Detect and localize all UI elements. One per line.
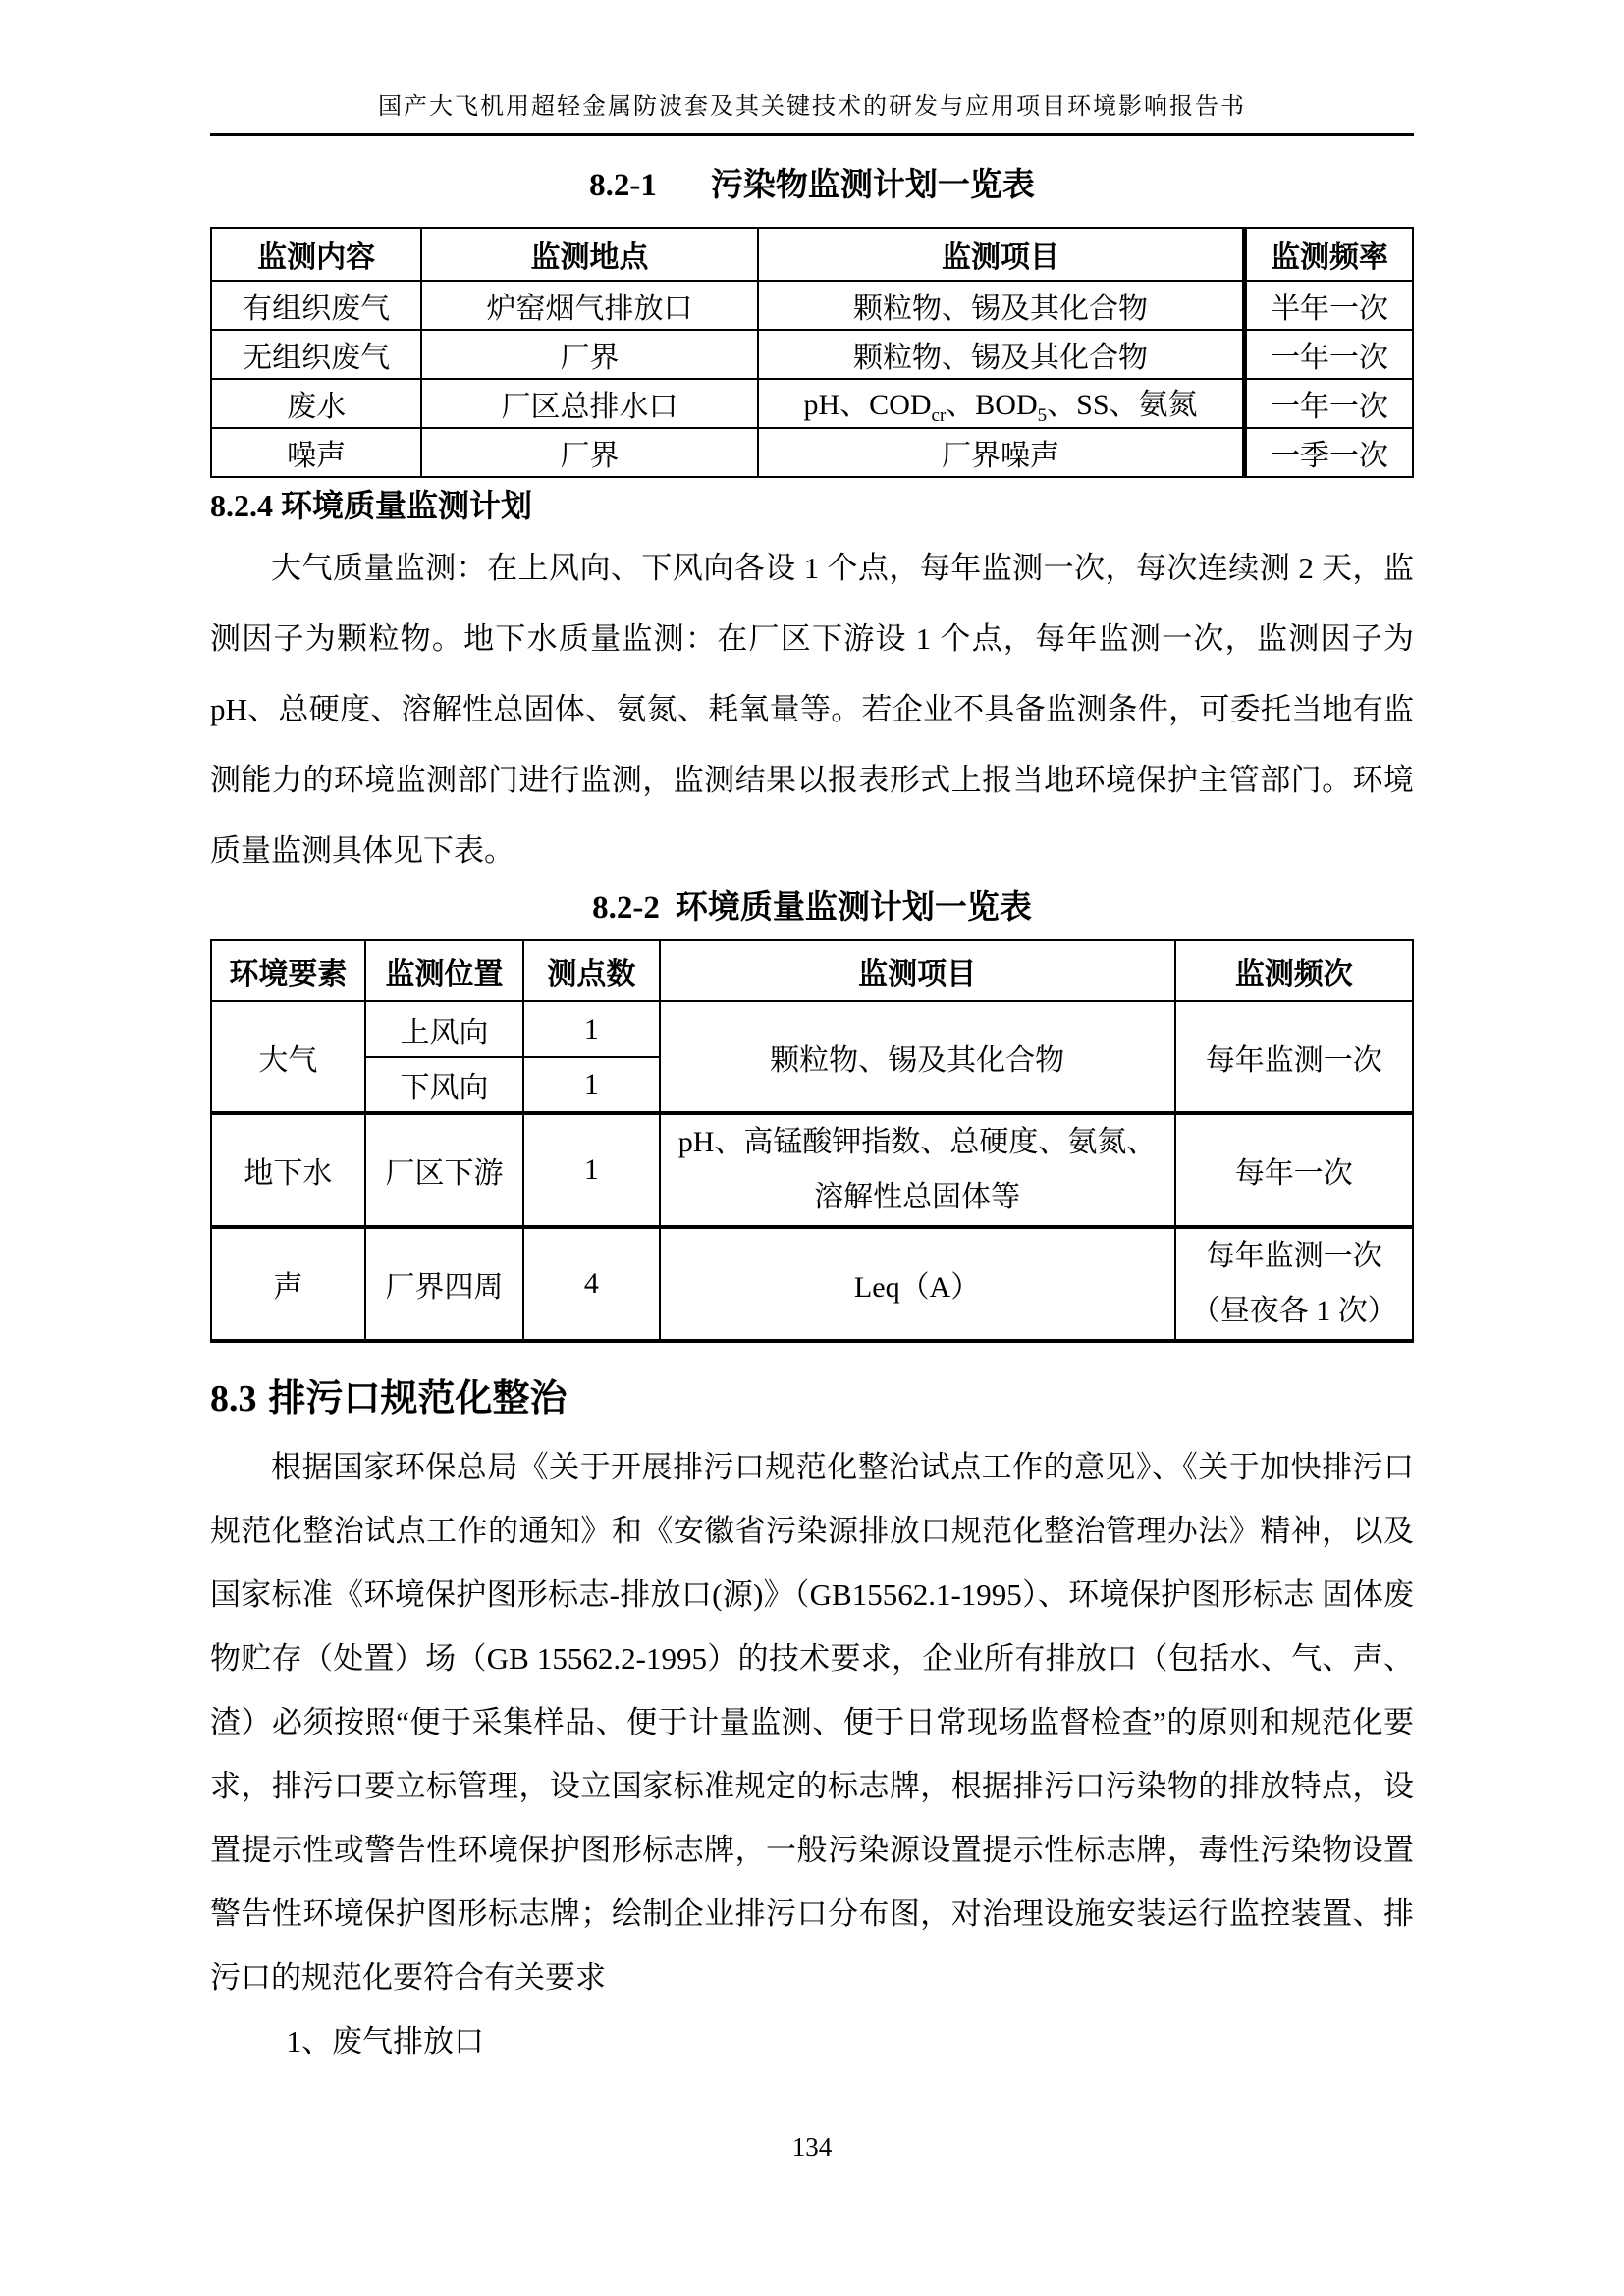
table-row (211, 428, 1413, 477)
table-cell: 1 (523, 1001, 659, 1057)
table-cell: 每年监测一次 (1175, 1001, 1413, 1113)
table-cell: 厂区下游 (365, 1113, 524, 1227)
table-row-groundwater (211, 1113, 1413, 1227)
subscript-5: 5 (1037, 405, 1048, 426)
table-cell: 颗粒物、锡及其化合物 (758, 281, 1245, 330)
table-cell: 厂界噪声 (758, 428, 1245, 477)
table-cell: 地下水 (211, 1113, 365, 1227)
table-cell: 废水 (211, 379, 421, 428)
text-segment: （昼夜各 1 次） (1190, 1295, 1397, 1327)
pollutant-monitoring-table (210, 227, 1414, 478)
header-cell: 监测地点 (421, 228, 758, 281)
text-segment: 溶解性总固体等 (814, 1181, 1021, 1213)
table-cell: 厂界 (421, 330, 758, 379)
table-cell: 声 (211, 1227, 365, 1341)
caption-number: 8.2-1 (589, 168, 657, 203)
table-cell: 4 (523, 1227, 659, 1341)
page-number: 134 (791, 2132, 833, 2162)
table-cell: 1 (523, 1113, 659, 1227)
table-cell: 噪声 (211, 428, 421, 477)
table-cell: 炉窑烟气排放口 (421, 281, 758, 330)
section-8-3-heading (210, 1376, 1414, 1421)
header-cell: 监测项目 (758, 228, 1245, 281)
table-cell: 每年一次 (1175, 1113, 1413, 1227)
table-header-row (211, 940, 1413, 1001)
table-cell: 厂界 (421, 428, 758, 477)
list-item-waste-gas-outlet: 1、废气排放口 (286, 2024, 484, 2058)
text-segment: 、BOD (946, 389, 1038, 421)
subscript-cr: cr (931, 405, 947, 426)
section-8-2-4-heading (210, 486, 1414, 525)
header-cell: 监测内容 (211, 228, 421, 281)
section-title: 排污口规范化整治 (268, 1378, 568, 1419)
table-cell: 大气 (211, 1001, 365, 1113)
header-cell: 监测位置 (365, 940, 524, 1001)
header-cell: 环境要素 (211, 940, 365, 1001)
table-cell: 颗粒物、锡及其化合物 (758, 330, 1245, 379)
text-segment: 、SS、氨氮 (1047, 389, 1198, 421)
header-cell: 监测频次 (1175, 940, 1413, 1001)
table-cell: 一年一次 (1245, 330, 1413, 379)
table-row-air-upwind (211, 1001, 1413, 1057)
table-cell: 无组织废气 (211, 330, 421, 379)
table-cell: 厂界四周 (365, 1227, 524, 1341)
section-title: 环境质量监测计划 (281, 488, 533, 523)
table-row (211, 379, 1413, 428)
section-8-3-paragraph: 根据国家环保总局《关于开展排污口规范化整治试点工作的意见》、《关于加快排污口规范化整治试点工作的通知》和《安徽省污染源排放口规范化整治管理办法》精神，以及国家标准《环境保护图形标志-排放口(源)》（GB15562.1-1995）、环境保护图形标志 固体废物贮存（处置）场（GB 15562.2-1995）的技术要求，企业所有排放口（包括水、气、声、渣）必须按照“便于采集样品、便于计量监测、便于日常现场监督检查”的原则和规范化要求，排污口要立标管理，设立国家标准规定的标志牌，根据排污口污染物的排放特点，设置提示性或警告性环境保护图形标志牌，一般污染源设置提示性标志牌，毒性污染物设置警告性环境保护图形标志牌；绘制企业排污口分布图，对治理设施安装运行监控装置、排污口的规范化要符合有关要求 (210, 1450, 1414, 1995)
section-number: 8.3 (210, 1378, 257, 1419)
table-8-2-1-caption (210, 166, 1414, 205)
caption-title: 环境质量监测计划一览表 (675, 890, 1032, 926)
section-number: 8.2.4 (210, 488, 273, 523)
table-cell: 有组织废气 (211, 281, 421, 330)
text-segment: pH、高锰酸钾指数、总硬度、氨氮、 (677, 1126, 1157, 1158)
header-cell: 监测频率 (1245, 228, 1413, 281)
table-cell: 颗粒物、锡及其化合物 (660, 1001, 1175, 1113)
section-8-2-4-paragraph: 大气质量监测：在上风向、下风向各设 1 个点，每年监测一次，每次连续测 2 天，监测因子为颗粒物。地下水质量监测：在厂区下游设 1 个点，每年监测一次，监测因子为 pH、总硬度、溶解性总固体、氨氮、耗氧量等。若企业不具备监测条件，可委托当地有监测能力的环境监测部门进行监测，监测结果以报表形式上报当地环境保护主管部门。环境质量监测具体见下表。 (210, 551, 1414, 868)
table-cell: Leq（A） (660, 1227, 1175, 1341)
table-cell (1175, 1227, 1413, 1341)
table-cell: 下风向 (365, 1057, 524, 1113)
header-rule (210, 133, 1414, 136)
table-cell: 一季一次 (1245, 428, 1413, 477)
table-header-row (211, 228, 1413, 281)
caption-number: 8.2-2 (592, 890, 660, 926)
running-header: 国产大飞机用超轻金属防波套及其关键技术的研发与应用项目环境影响报告书 (378, 94, 1246, 120)
table-cell: 上风向 (365, 1001, 524, 1057)
header-cell: 测点数 (523, 940, 659, 1001)
table-cell: 一年一次 (1245, 379, 1413, 428)
header-cell: 监测项目 (660, 940, 1175, 1001)
table-cell (758, 379, 1245, 428)
table-cell: 半年一次 (1245, 281, 1413, 330)
table-8-2-2-caption (210, 888, 1414, 928)
caption-title: 污染物监测计划一览表 (710, 168, 1035, 203)
table-cell (660, 1113, 1175, 1227)
table-row (211, 330, 1413, 379)
text-segment: pH、COD (803, 389, 932, 421)
table-row-noise (211, 1227, 1413, 1341)
table-cell: 1 (523, 1057, 659, 1113)
environmental-quality-monitoring-table (210, 939, 1414, 1343)
table-row (211, 281, 1413, 330)
table-cell: 厂区总排水口 (421, 379, 758, 428)
text-segment: 每年监测一次 (1205, 1240, 1382, 1272)
